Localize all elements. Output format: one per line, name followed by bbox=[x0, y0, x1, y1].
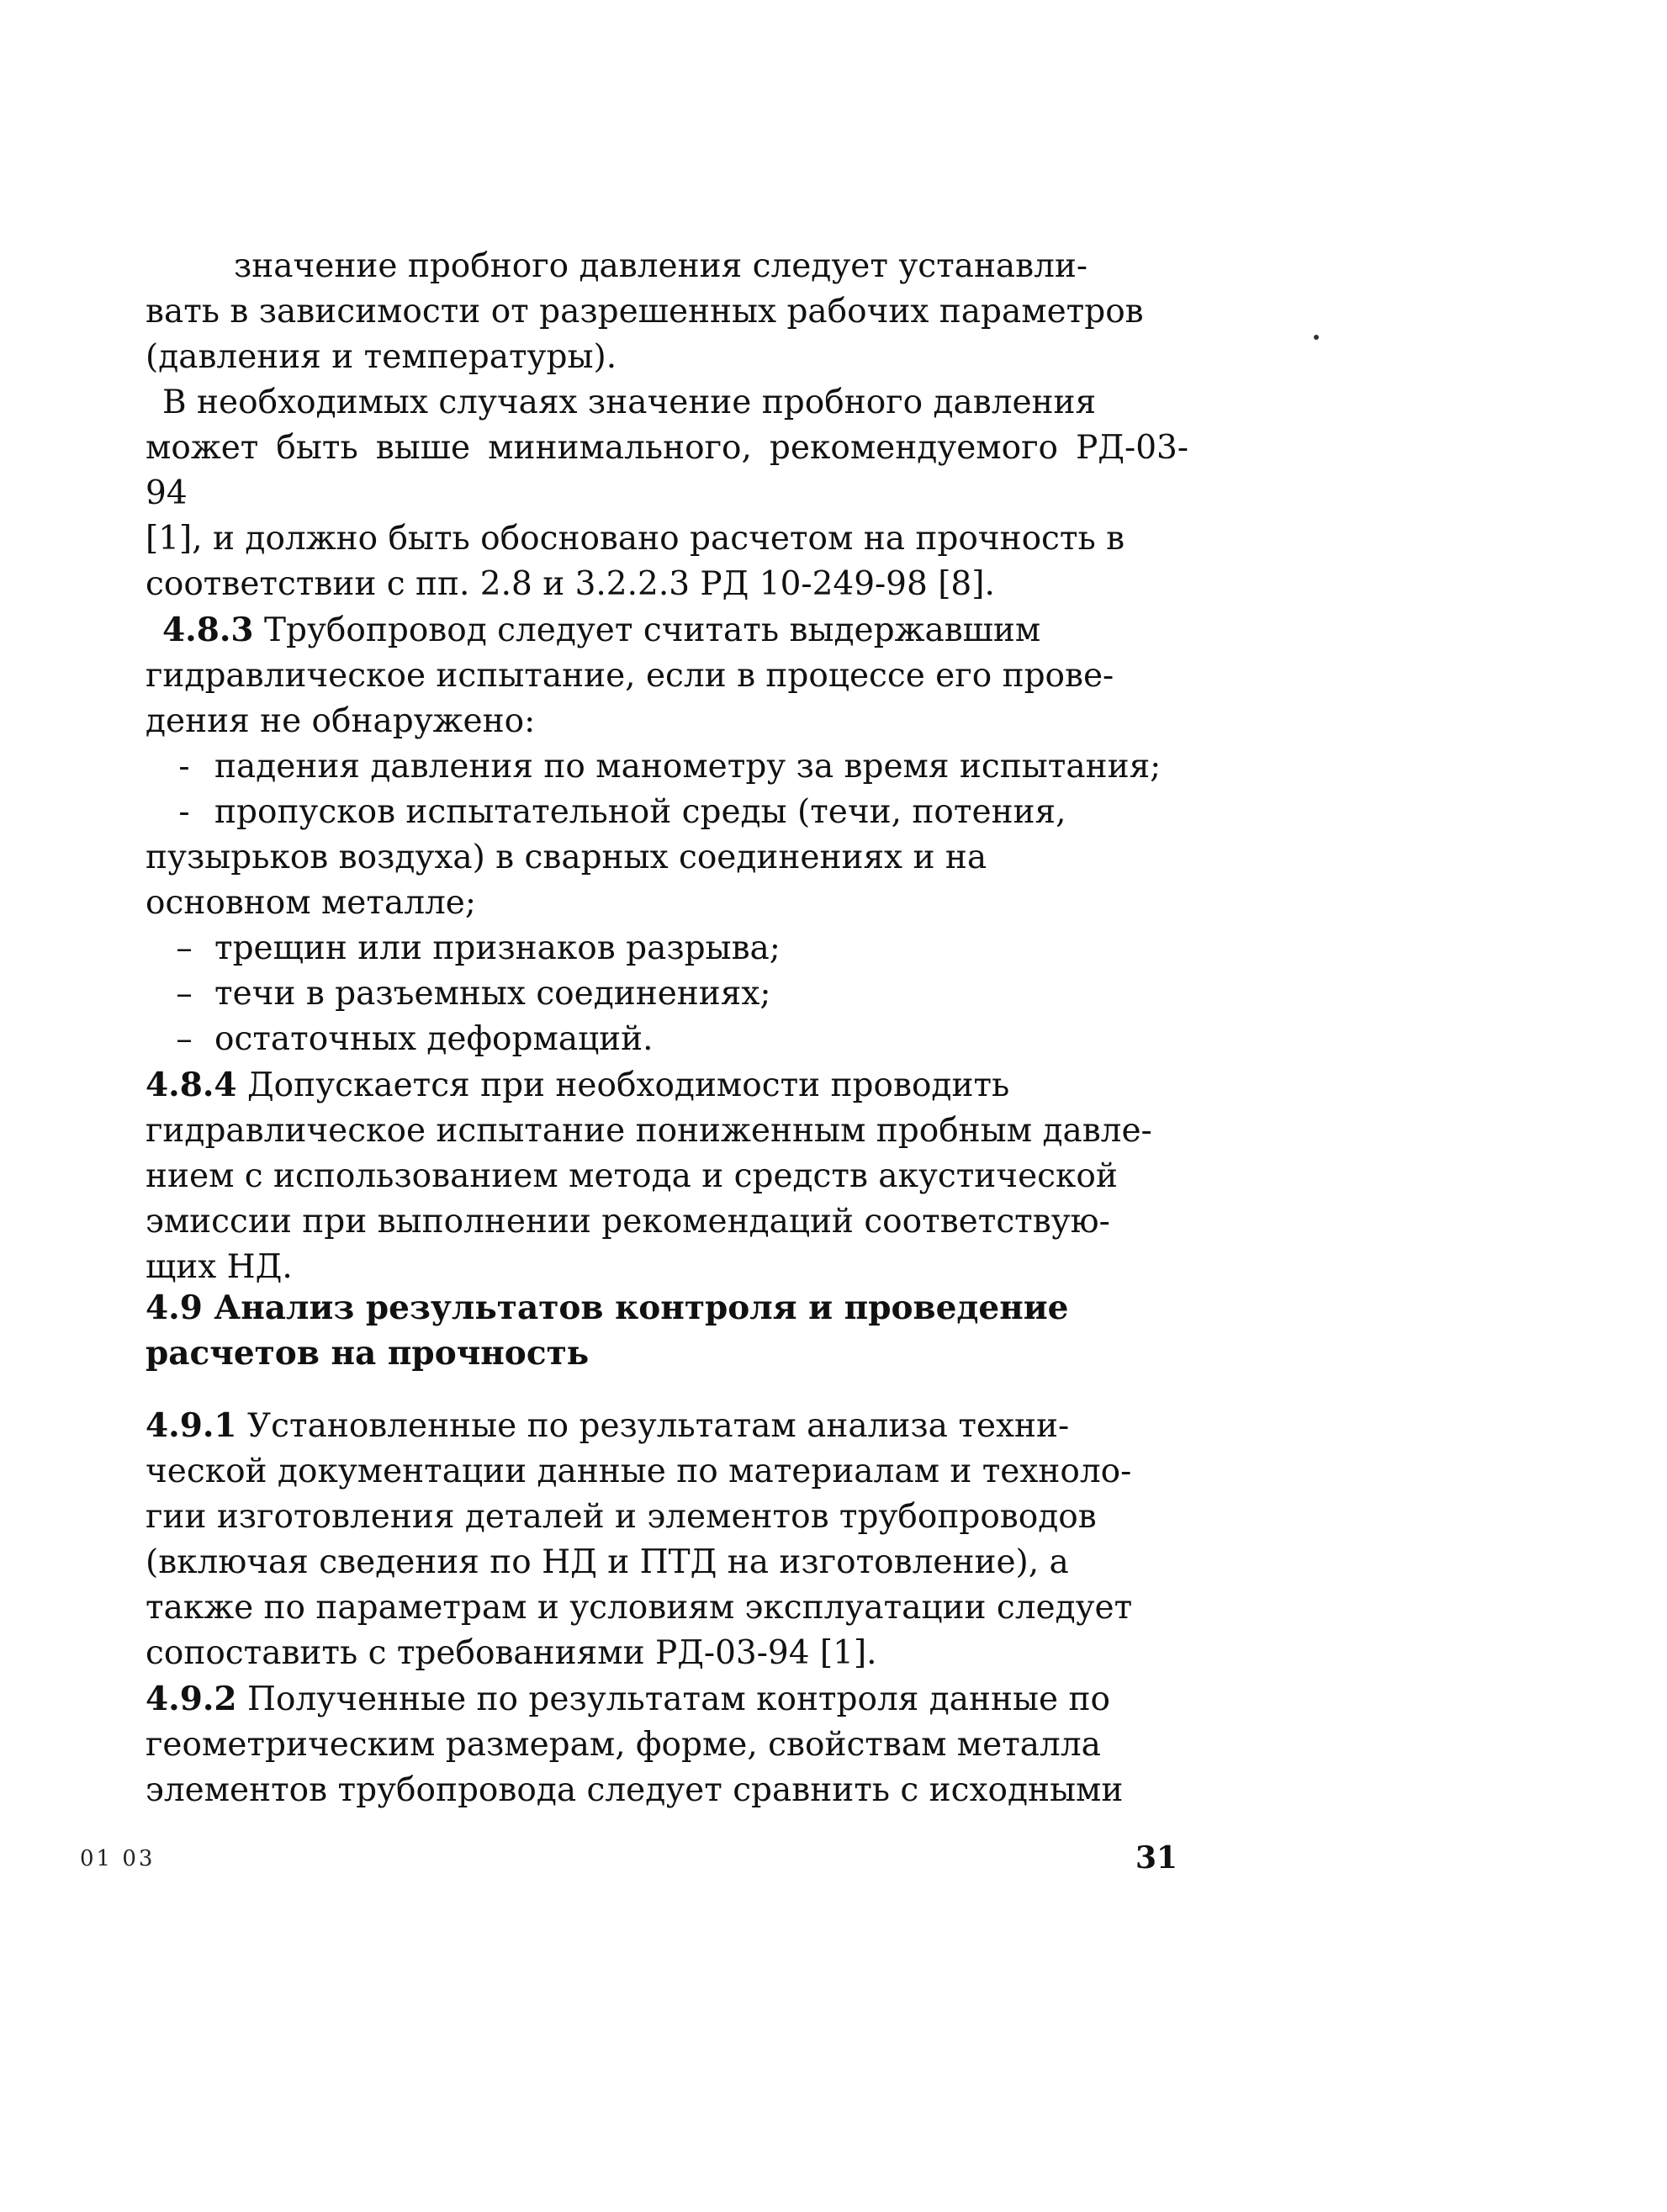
text-line bbox=[146, 607, 1188, 654]
text-line: гии изготовления деталей и элементов трубопроводов bbox=[146, 1498, 1097, 1536]
text-line: вать в зависимости от разрешенных рабочих параметров bbox=[146, 293, 1144, 331]
list-dash: - bbox=[178, 793, 190, 831]
list-text: течи в разъемных соединениях; bbox=[214, 975, 771, 1013]
paragraph-necessary-cases bbox=[146, 380, 1188, 607]
section-heading-4-9 bbox=[146, 1285, 1188, 1376]
text-line bbox=[146, 971, 1188, 1017]
section-number: 4.9.1 bbox=[146, 1406, 237, 1445]
text-line bbox=[146, 1676, 1188, 1723]
text-line: пузырьков воздуха) в сварных соединениях и на bbox=[146, 839, 987, 876]
list-item bbox=[146, 1017, 1188, 1062]
top-text-block bbox=[146, 244, 1188, 1290]
text-line: ческой документации данные по материалам и техноло- bbox=[146, 1453, 1132, 1490]
paragraph-pressure-value bbox=[146, 244, 1188, 380]
text-line bbox=[146, 1017, 1188, 1062]
list-dash: – bbox=[176, 929, 193, 967]
text-line: гидравлическое испытание, если в процессе его прове- bbox=[146, 657, 1114, 695]
list-text: падения давления по манометру за время испытания; bbox=[214, 748, 1162, 786]
text-line: также по параметрам и условиям эксплуатации следует bbox=[146, 1589, 1133, 1627]
section-text: Установленные по результатам анализа техни- bbox=[236, 1407, 1070, 1445]
text-line bbox=[146, 926, 1188, 971]
text-line bbox=[146, 1062, 1188, 1109]
text-line bbox=[146, 790, 1188, 835]
section-text: Полученные по результатам контроля данные по bbox=[236, 1680, 1110, 1718]
text-line: (давления и температуры). bbox=[146, 338, 617, 376]
section-text: Трубопровод следует считать выдержавшим bbox=[253, 611, 1041, 649]
list-text: трещин или признаков разрыва; bbox=[214, 929, 781, 967]
section-number: 4.8.3 bbox=[162, 611, 254, 649]
section-4-9-2 bbox=[146, 1676, 1188, 1813]
scan-speck bbox=[1314, 335, 1319, 340]
section-4-9-1 bbox=[146, 1403, 1188, 1676]
text-line: гидравлическое испытание пониженным пробным давле- bbox=[146, 1112, 1152, 1150]
text-line bbox=[146, 1403, 1188, 1449]
page-number: 31 bbox=[1135, 1840, 1178, 1876]
heading-line: 4.9 Анализ результатов контроля и проведение bbox=[146, 1289, 1069, 1327]
text-line: дения не обнаружено: bbox=[146, 702, 536, 740]
text-line bbox=[146, 744, 1188, 790]
list-item bbox=[146, 744, 1188, 790]
section-text: Допускается при необходимости проводить bbox=[236, 1066, 1010, 1104]
list-item bbox=[146, 790, 1188, 926]
text-line: элементов трубопровода следует сравнить с исходными bbox=[146, 1771, 1124, 1809]
text-line: может быть выше минимального, рекомендуемого РД-03-94 bbox=[146, 429, 1188, 512]
footer-code: 01 03 bbox=[80, 1846, 156, 1871]
list-text: остаточных деформаций. bbox=[214, 1020, 654, 1058]
text-line: щих НД. bbox=[146, 1248, 293, 1286]
section-4-8-3 bbox=[146, 607, 1188, 744]
section-number: 4.8.4 bbox=[146, 1066, 237, 1104]
list-dash: - bbox=[178, 748, 190, 786]
text-line: нием с использованием метода и средств акустической bbox=[146, 1157, 1118, 1195]
list-item bbox=[146, 971, 1188, 1017]
section-number: 4.9.2 bbox=[146, 1680, 237, 1718]
text-line: эмиссии при выполнении рекомендаций соответствую- bbox=[146, 1203, 1110, 1241]
heading-line: расчетов на прочность bbox=[146, 1334, 590, 1373]
text-line: сопоставить с требованиями РД-03-94 [1]. bbox=[146, 1634, 877, 1672]
text-line: [1], и должно быть обосновано расчетом на прочность в bbox=[146, 520, 1125, 558]
text-line: значение пробного давления следует устанавли- bbox=[234, 247, 1088, 285]
text-line: геометрическим размерам, форме, свойствам металла bbox=[146, 1726, 1101, 1764]
section-4-8-4 bbox=[146, 1062, 1188, 1290]
list-item bbox=[146, 926, 1188, 971]
bottom-text-block bbox=[146, 1403, 1188, 1813]
text-line: соответствии с пп. 2.8 и 3.2.2.3 РД 10-249-98 [8]. bbox=[146, 565, 995, 603]
list-text: пропусков испытательной среды (течи, потения, bbox=[214, 793, 1066, 831]
list-dash: – bbox=[176, 975, 193, 1013]
defect-list bbox=[146, 744, 1188, 1062]
list-dash: – bbox=[176, 1020, 193, 1058]
text-line: основном металле; bbox=[146, 884, 476, 922]
text-line: (включая сведения по НД и ПТД на изготовление), а bbox=[146, 1543, 1069, 1581]
text-line: В необходимых случаях значение пробного давления bbox=[162, 384, 1097, 421]
